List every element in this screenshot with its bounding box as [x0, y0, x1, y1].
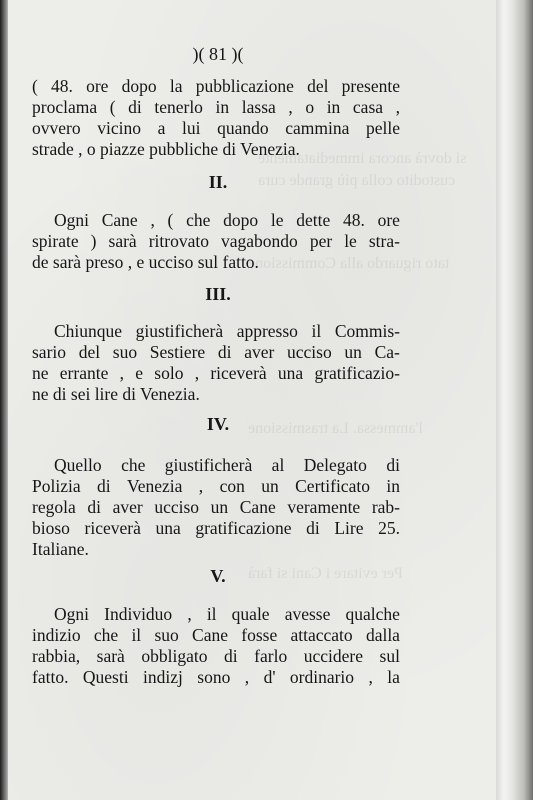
- text-line: proclama ( di tenerlo in lassa , o in casa ,: [32, 97, 400, 117]
- section-iii-paragraph: [32, 321, 400, 405]
- book-page: [8, 0, 508, 800]
- text-line: Ogni Individuo , il quale avesse qualche: [54, 604, 400, 624]
- section-heading-iv: IV.: [206, 414, 230, 434]
- section-v-paragraph: [32, 604, 400, 688]
- text-line: fatto. Questi indizj sono , d' ordinario , la: [32, 667, 400, 687]
- text-line: spirate ) sarà ritrovato vagabondo per le stra-: [32, 231, 400, 251]
- show-through-text: Per evitare i Cani si farà: [248, 565, 404, 582]
- text-line: sario del suo Sestiere di aver ucciso un Ca-: [32, 342, 400, 362]
- text-line: ne errante , e solo , riceverà una gratificazio-: [32, 363, 400, 383]
- show-through-text: custodito colla più grande cura: [258, 172, 456, 189]
- text-line: Chiunque giustificherà appresso il Commis-: [54, 321, 400, 341]
- text-line: Italiane.: [32, 539, 89, 559]
- section-heading-v: V.: [210, 566, 226, 586]
- paragraph-continued: [32, 76, 400, 160]
- section-heading-iii: III.: [205, 284, 231, 304]
- text-line: indizio che il suo Cane fosse attaccato dalla: [32, 625, 400, 645]
- text-line: Polizia di Venezia , con un Certificato in: [32, 476, 400, 496]
- text-line: strade , o piazze pubbliche di Venezia.: [32, 139, 300, 159]
- section-heading-ii: II.: [208, 172, 228, 192]
- text-line: Ogni Cane , ( che dopo le dette 48. ore: [54, 210, 400, 230]
- show-through-text: tato riguardo alla Commissione: [248, 255, 450, 272]
- text-line: ovvero vicino a lui quando cammina pelle: [32, 118, 400, 138]
- show-through-text: si dovrà ancora immediatamente: [258, 150, 467, 167]
- page-number: )( 81 )(: [192, 44, 244, 64]
- text-line: de sarà preso , e ucciso sul fatto.: [32, 252, 259, 272]
- show-through-text: l'ammessa. La trasmissione: [248, 420, 423, 437]
- section-iv-paragraph: [32, 455, 400, 560]
- text-line: ne di sei lire di Venezia.: [32, 384, 200, 404]
- section-ii-paragraph: [32, 210, 400, 273]
- text-line: rabbia, sarà obbligato di farlo uccidere sul: [32, 646, 400, 666]
- text-line: bioso riceverà una gratificazione di Lire 25.: [32, 518, 400, 538]
- text-line: Quello che giustificherà al Delegato di: [54, 455, 400, 475]
- text-line: regola di aver ucciso un Cane veramente rab-: [32, 497, 400, 517]
- page-fore-edge: [496, 0, 533, 800]
- text-line: ( 48. ore dopo la pubblicazione del presente: [32, 76, 400, 96]
